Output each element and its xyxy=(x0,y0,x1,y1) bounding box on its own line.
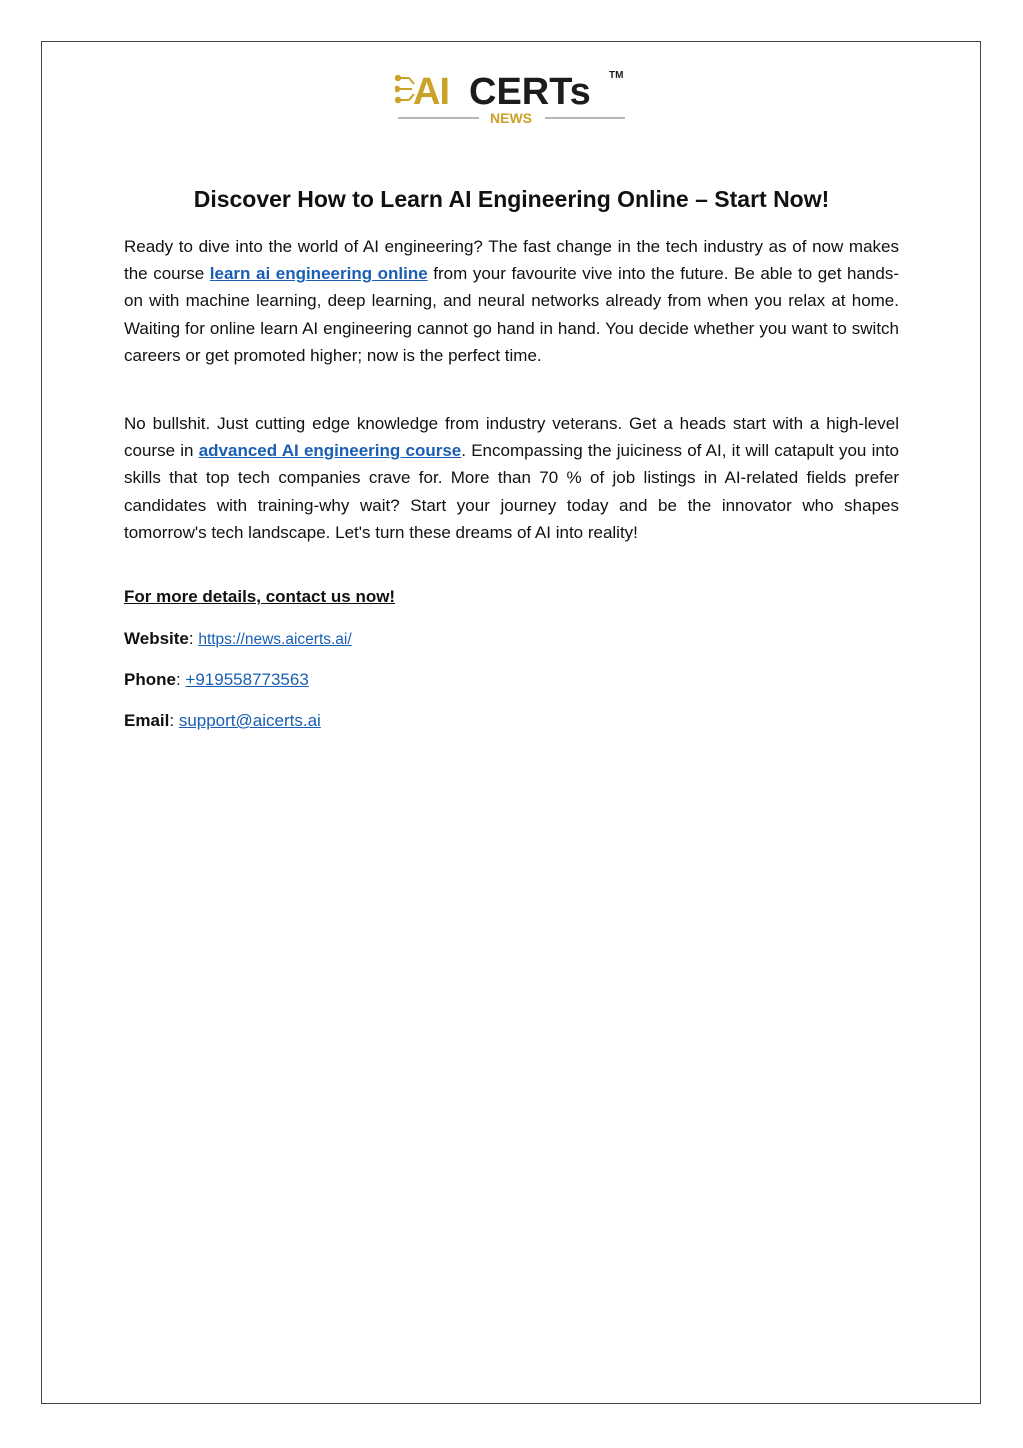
website-separator: : xyxy=(188,629,199,648)
article-title: Discover How to Learn AI Engineering Online – Start Now! xyxy=(193,186,830,212)
aicerts-news-logo xyxy=(395,66,627,124)
email-separator: : xyxy=(169,711,179,730)
circuit-icon xyxy=(395,76,414,102)
intro-paragraph xyxy=(124,233,899,369)
website-label: Website xyxy=(124,629,189,648)
second-text-start: No bullshit. Just cutting edge knowledge from industry veterans. Get a heads start with a high-level course in xyxy=(124,414,899,461)
logo-news-text: NEWS xyxy=(490,110,532,124)
website-line xyxy=(124,629,352,649)
contact-heading: For more details, contact us now! xyxy=(124,587,396,606)
advanced-ai-engineering-course-link[interactable]: advanced AI engineering course xyxy=(198,441,462,461)
phone-separator: : xyxy=(175,670,186,689)
logo-certs-text: CERTs xyxy=(469,71,591,113)
phone-link[interactable]: +919558773563 xyxy=(185,670,309,689)
learn-ai-engineering-online-link[interactable]: learn ai engineering online xyxy=(209,264,428,284)
email-link[interactable]: support@aicerts.ai xyxy=(178,711,321,730)
second-text-end: . Encompassing the juiciness of AI, it will catapult you into skills that top tech companies crave for. More than 70 % of job listings in AI-related fields prefer candidates with training-why wait? Start your journey today and be the innovator who shapes tomorrow's tech landscape. Let's turn these dreams of AI into reality! xyxy=(124,441,900,542)
intro-text-end: from your favourite vive into the future. Be able to get hands-on with machine learning, deep learning, and neural networks already from when you relax at home. Waiting for online learn AI engineering cannot go hand in hand. You decide whether you want to switch careers or get promoted higher; now is the perfect time. xyxy=(124,264,899,365)
logo-ai-text: AI xyxy=(413,71,449,113)
email-line xyxy=(124,711,321,731)
phone-line xyxy=(124,670,309,690)
intro-text-start: Ready to dive into the world of AI engineering? The fast change in the tech industry as of now makes the course xyxy=(124,237,899,284)
email-label: Email xyxy=(124,711,170,730)
logo-trademark: TM xyxy=(609,70,624,81)
second-paragraph xyxy=(124,410,899,546)
website-link[interactable]: https://news.aicerts.ai/ xyxy=(198,631,352,648)
phone-label: Phone xyxy=(124,670,176,689)
